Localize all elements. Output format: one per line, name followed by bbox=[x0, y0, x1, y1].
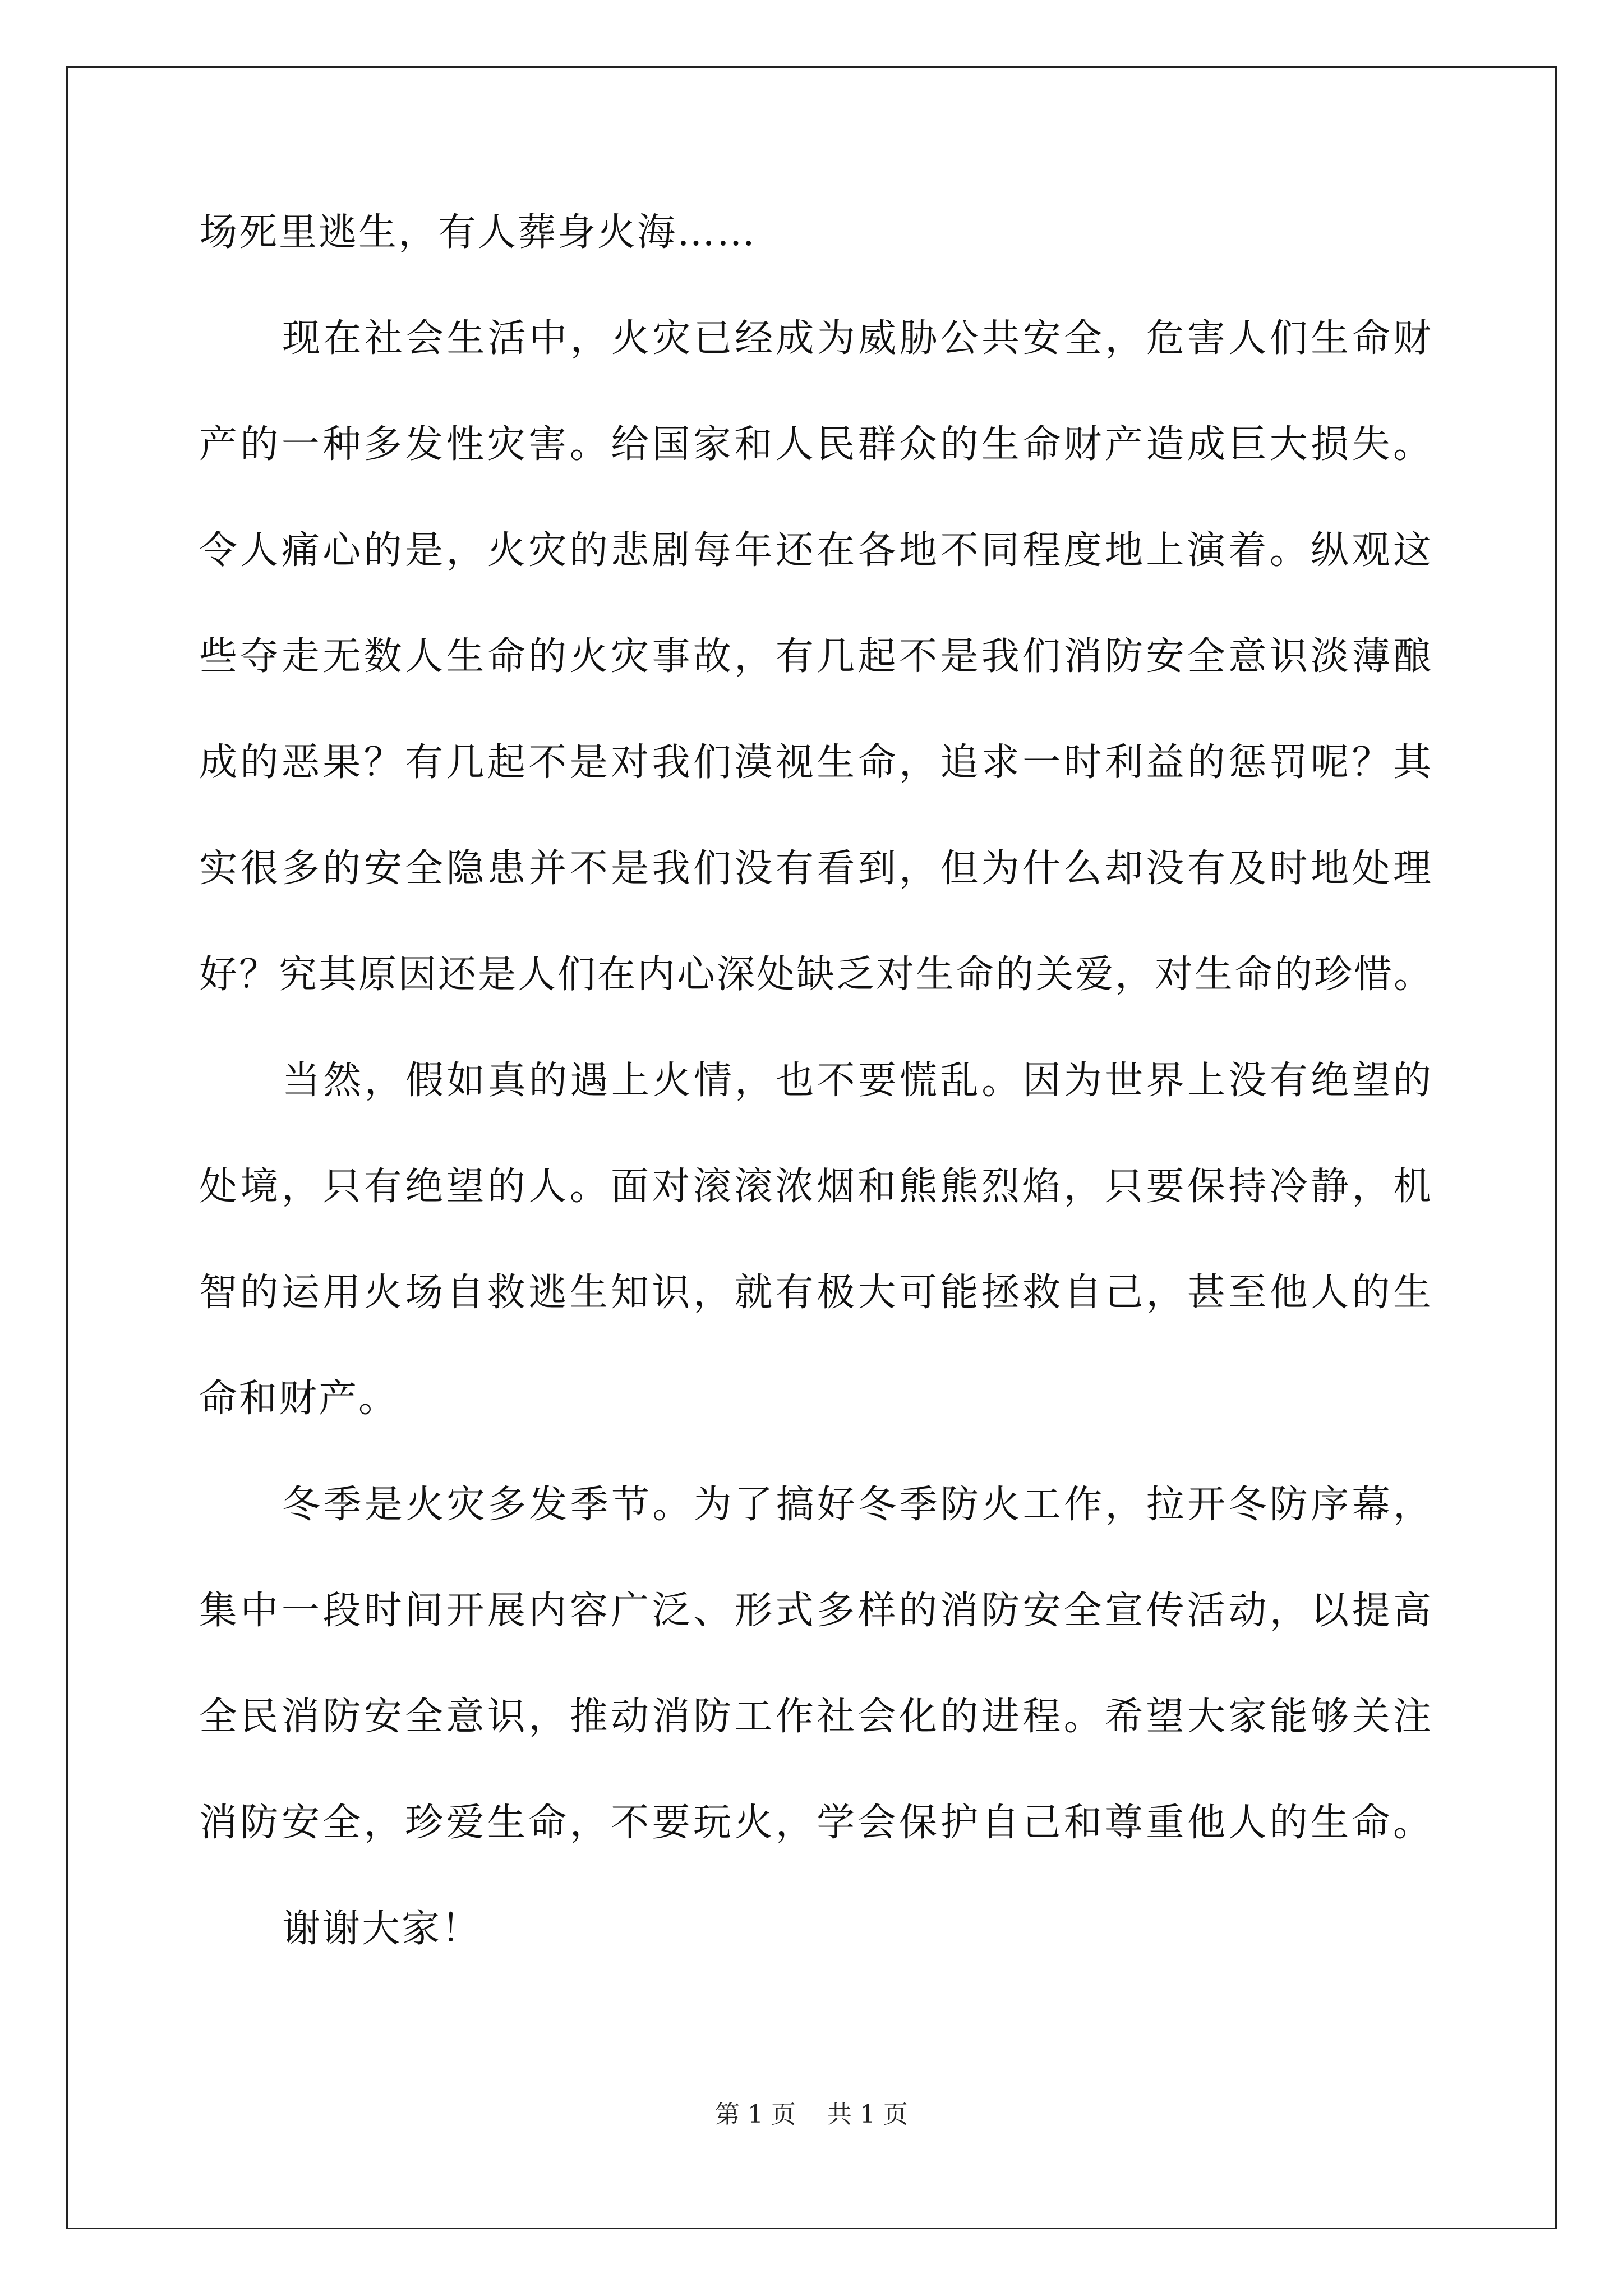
text-line: 成的恶果？有几起不是对我们漠视生命，追求一时利益的惩罚呢？其 bbox=[199, 740, 1433, 785]
closing-line: 谢谢大家！ bbox=[282, 1907, 482, 1951]
text-line: 智的运用火场自救逃生知识，就有极大可能拯救自己，甚至他人的生 bbox=[199, 1271, 1433, 1315]
paragraph-first-line: 当然，假如真的遇上火情，也不要慌乱。因为世界上没有绝望的 bbox=[282, 1059, 1433, 1103]
text-line: 全民消防安全意识，推动消防工作社会化的进程。希望大家能够关注 bbox=[199, 1695, 1433, 1739]
page-number-footer: 第 1 页 共 1 页 bbox=[715, 2100, 908, 2129]
text-line: 好？究其原因还是人们在内心深处缺乏对生命的关爱，对生命的珍惜。 bbox=[199, 953, 1434, 997]
text-line: 处境，只有绝望的人。面对滚滚浓烟和熊熊烈焰，只要保持冷静，机 bbox=[199, 1165, 1433, 1209]
text-line: 令人痛心的是，火灾的悲剧每年还在各地不同程度地上演着。纵观这 bbox=[199, 528, 1433, 573]
text-line: 实很多的安全隐患并不是我们没有看到，但为什么却没有及时地处理 bbox=[199, 846, 1433, 891]
text-line: 场死里逃生，有人葬身火海…… bbox=[199, 210, 757, 255]
text-line: 产的一种多发性灾害。给国家和人民群众的生命财产造成巨大损失。 bbox=[199, 422, 1433, 467]
text-line: 消防安全，珍爱生命，不要玩火，学会保护自己和尊重他人的生命。 bbox=[199, 1801, 1433, 1845]
paragraph-first-line: 现在社会生活中，火灾已经成为威胁公共安全，危害人们生命财 bbox=[282, 316, 1433, 361]
paragraph-first-line: 冬季是火灾多发季节。为了搞好冬季防火工作，拉开冬防序幕， bbox=[282, 1483, 1433, 1527]
text-line: 命和财产。 bbox=[199, 1377, 399, 1421]
text-line: 集中一段时间开展内容广泛、形式多样的消防安全宣传活动，以提高 bbox=[199, 1589, 1433, 1633]
text-line: 些夺走无数人生命的火灾事故，有几起不是我们消防安全意识淡薄酿 bbox=[199, 634, 1433, 679]
